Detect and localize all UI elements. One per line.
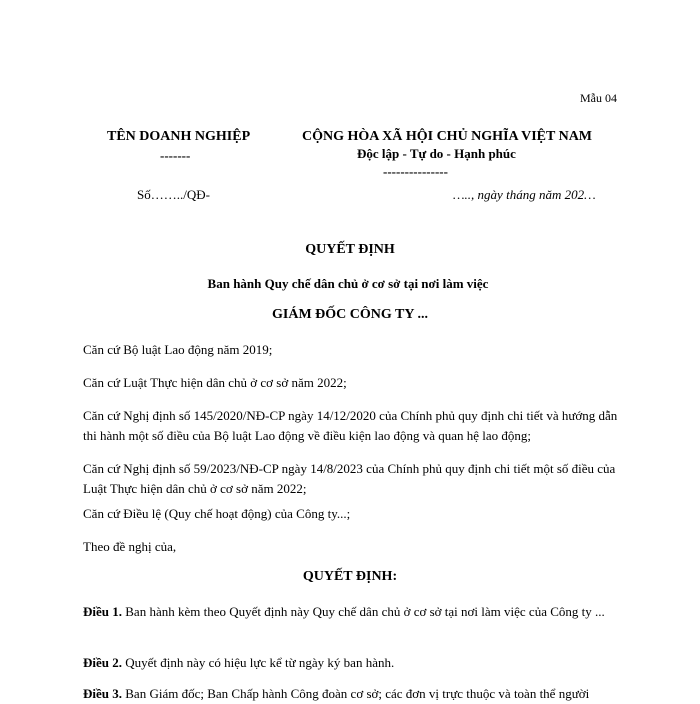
article-label: Điều 2. [83,655,122,670]
signer-title: GIÁM ĐỐC CÔNG TY ... [272,307,428,322]
article-paragraph [83,684,623,704]
legal-basis-paragraph: Căn cứ Điều lệ (Quy chế hoạt động) của Công ty...; [83,506,351,521]
article-text: Ban hành kèm theo Quyết định này Quy chế dân chủ ở cơ sở tại nơi làm việc của Công ty ... [122,604,605,619]
decision-heading: QUYẾT ĐỊNH: [302,569,398,584]
legal-basis-paragraph: Căn cứ Luật Thực hiện dân chủ ở cơ sở năm 2022; [83,375,347,390]
company-name: TÊN DOANH NGHIỆP [107,129,251,144]
document-number: Số……../QĐ- [137,187,210,202]
article-text: Quyết định này có hiệu lực kể từ ngày ký ban hành. [122,655,395,670]
article-paragraph [83,653,623,673]
legal-basis-paragraph: Căn cứ Nghị định số 59/2023/NĐ-CP ngày 14/8/2023 của Chính phủ quy định chi tiết một số điều của Luật Thực hiện dân chủ ở cơ sở năm 2022; [83,461,616,496]
article-label: Điều 3. [83,686,122,701]
article-text: Ban Giám đốc; Ban Chấp hành Công đoàn cơ sở; các đơn vị trực thuộc và toàn thể người [122,686,590,701]
document-subtitle: Ban hành Quy chế dân chủ ở cơ sở tại nơi làm việc [207,276,489,291]
company-divider: ------- [160,148,191,163]
article-label: Điều 1. [83,604,122,619]
national-motto: Độc lập - Tự do - Hạnh phúc [357,146,516,161]
legal-basis-paragraph: Căn cứ Nghị định số 145/2020/NĐ-CP ngày 14/12/2020 của Chính phủ quy định chi tiết và hướng dẫn thi hành một số điều của Bộ luật Lao động về điều kiện lao động và quan hệ lao động; [83,408,618,443]
article-paragraph [83,602,623,622]
proposal-paragraph: Theo đề nghị của, [83,539,177,554]
document-date: ….., ngày tháng năm 202… [453,187,596,202]
form-number: Mẫu 04 [580,91,617,105]
motto-divider: --------------- [383,164,448,179]
document-title: QUYẾT ĐỊNH [305,242,395,257]
national-title: CỘNG HÒA XÃ HỘI CHỦ NGHĨA VIỆT NAM [302,129,593,144]
legal-basis-paragraph: Căn cứ Bộ luật Lao động năm 2019; [83,342,273,357]
